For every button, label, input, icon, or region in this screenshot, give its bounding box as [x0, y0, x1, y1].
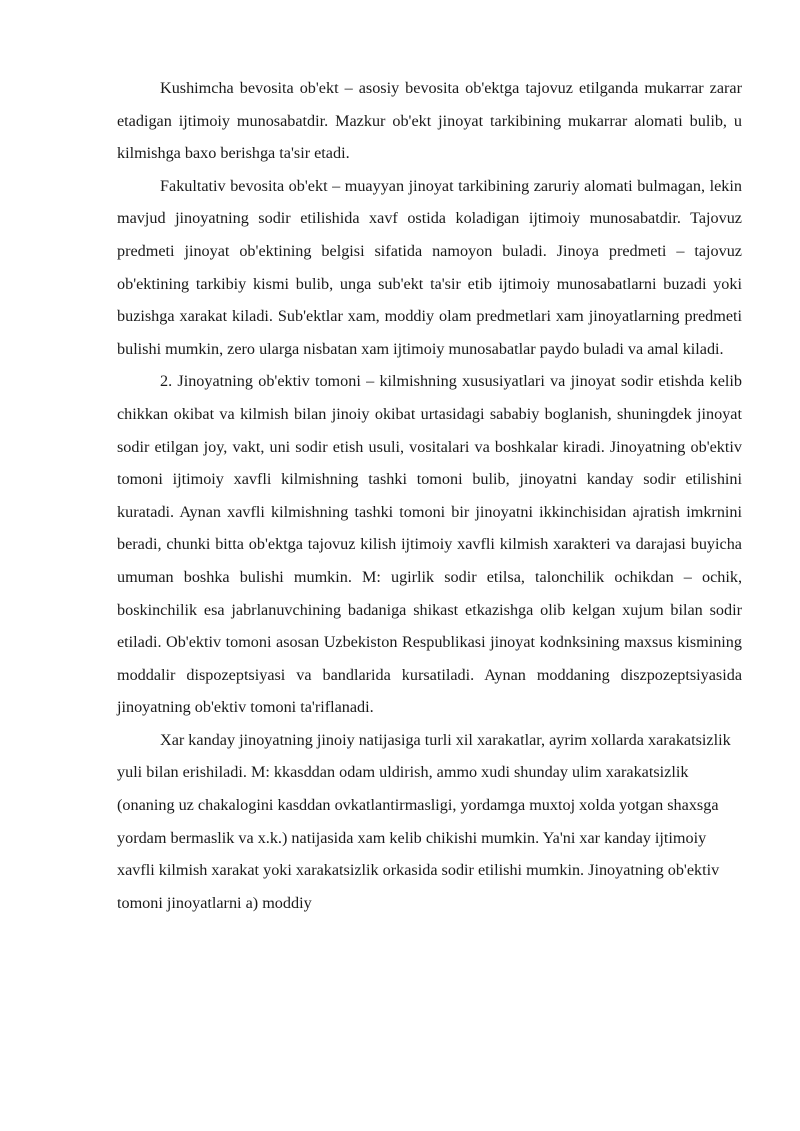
paragraph-objective-side: 2. Jinoyatning ob'ektiv tomoni – kilmishning xususiyatlari va jinoyat sodir etishda kelib chikkan okibat va kilmish bilan jinoiy okibat urtasidagi sababiy boglanish, shuningdek jinoyat sodir etilgan joy, vakt, uni sodir etish usuli, vositalari va boshkalar kiradi. Jinoyatning ob'ektiv tomoni ijtimoiy xavfli kilmishning tashki tomoni bulib, jinoyatni kanday sodir etilishini kuratadi. Aynan xavfli kilmishning tashki tomoni bir jinoyatni ikkinchisidan ajratish imkrnini beradi, chunki bitta ob'ektga tajovuz kilish ijtimoiy xavfli kilmish xarakteri va darajasi buyicha umuman boshka bulishi mumkin. M: ugirlik sodir etilsa, talonchilik ochikdan – ochik, boskinchilik esa jabrlanuvchining badaniga shikast etkazishga olib kelgan xujum bilan sodir etiladi. Ob'ektiv tomoni asosan Uzbekiston Respublikasi jinoyat kodnksining maxsus kismining moddalir dispozeptsiyasi va bandlarida kursatiladi. Aynan moddaning diszpozeptsiyasida jinoyatning ob'ektiv tomoni ta'riflanadi.	[117, 372, 742, 717]
paragraph-facultative-object: Fakultativ bevosita ob'ekt – muayyan jinoyat tarkibining zaruriy alomati bulmagan, lekin mavjud jinoyatning sodir etilishida xavf ostida koladigan ijtimoiy munosabatdir. Tajovuz predmeti jinoyat ob'ektining belgisi sifatida namoyon buladi. Jinoya predmeti – tajovuz ob'ektining tarkibiy kismi bulib, unga sub'ekt ta'sir etib ijtimoiy munosabatlarni buzadi yoki buzishga xarakat kiladi. Sub'ektlar xam, moddiy olam predmetlari xam jinoyatlarning predmeti bulishi mumkin, zero ularga nisbatan xam ijtimoiy munosabatlar paydo buladi va amal kiladi.	[117, 176, 742, 358]
paragraph-supplementary-object: Kushimcha bevosita ob'ekt – asosiy bevosita ob'ektga tajovuz etilganda mukarrar zarar etadigan ijtimoiy munosabatdir. Mazkur ob'ekt jinoyat tarkibining mukarrar alomati bulib, u kilmishga baxo berishga ta'sir etadi.	[117, 79, 742, 163]
document-page	[117, 72, 742, 919]
paragraph-criminal-result: Xar kanday jinoyatning jinoiy natijasiga turli xil xarakatlar, ayrim xollarda xarakatsizlik yuli bilan erishiladi. M: kkasddan odam uldirish, ammo xudi shunday ulim xarakatsizlik (onaning uz chakalogini kasddan ovkatlantirmasligi, yordamga muxtoj xolda yotgan shaxsga yordam bermaslik va x.k.) natijasida xam kelib chikishi mumkin. Ya'ni xar kanday ijtimoiy xavfli kilmish xarakat yoki xarakatsizlik orkasida sodir etilishi mumkin. Jinoyatning ob'ektiv tomoni jinoyatlarni a) moddiy	[117, 730, 731, 912]
